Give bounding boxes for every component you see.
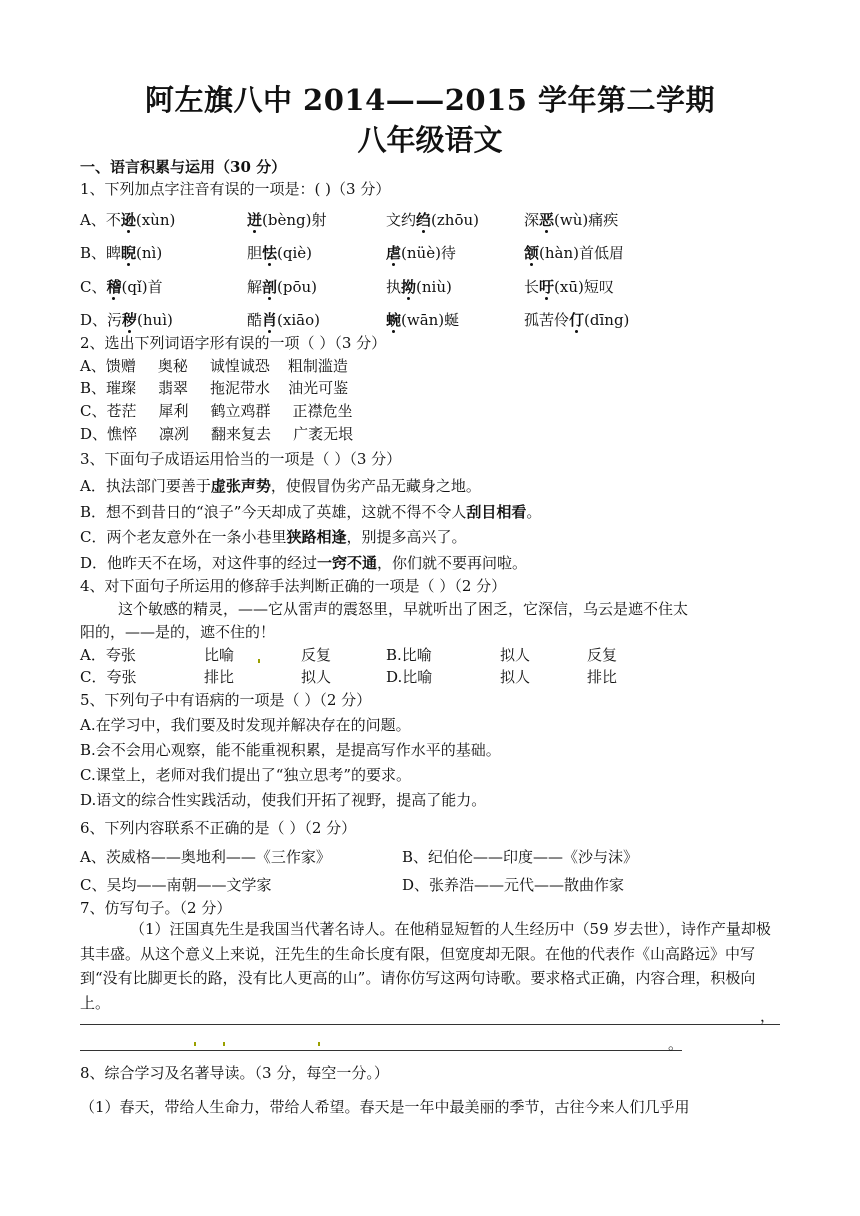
q2-option-a: A、馈赠 奥秘 诚惶诚恐 粗制滥造 [80, 357, 348, 375]
q8-text: （1）春天，带给人生命力，带给人希望。春天是一年中最美丽的季节，古往今来人们几乎用 [80, 1098, 690, 1116]
q7-answer-comma: ， [760, 1007, 776, 1025]
q5-option-d: D.语文的综合性实践活动，使我们开拓了视野，提高了能力。 [80, 791, 487, 809]
q6-option-d: D、张养浩——元代——散曲作家 [402, 876, 625, 894]
q7-answer-line-1 [80, 1024, 780, 1025]
q4-option-b: B.比喻 [386, 646, 432, 664]
q4-option-c: C．夸张 [80, 668, 137, 686]
q1-option-d: D、污秽(huì) [80, 311, 173, 329]
q1-option-c-word4: 长吁(xū)短叹 [524, 278, 614, 296]
q7-answer-period: 。 [668, 1035, 684, 1053]
q6-option-c: C、吴均——南朝——文学家 [80, 876, 272, 894]
q1-stem: 1、下列加点字注音有误的一项是：( )（3 分） [80, 180, 391, 198]
q1-option-d-word2: 酷肖(xiāo) [247, 311, 320, 329]
exam-subject: 八年级语文 [357, 123, 503, 157]
scan-speck [318, 1042, 320, 1046]
q4-option-a-item3: 反复 [301, 646, 332, 664]
q1-option-d-word3: 蜿(wān)蜒 [386, 311, 460, 329]
q6-option-b: B、纪伯伦——印度——《沙与沫》 [402, 848, 639, 866]
q5-option-b: B.会不会用心观察，能不能重视积累，是提高写作水平的基础。 [80, 741, 501, 759]
q1-option-b-word4: 颔(hàn)首低眉 [524, 244, 624, 262]
q1-option-a-word3: 文约绉(zhōu) [386, 211, 479, 229]
q3-stem: 3、下面句子成语运用恰当的一项是（ ）（3 分） [80, 450, 402, 468]
q5-option-a: A.在学习中，我们要及时发现并解决存在的问题。 [80, 716, 411, 734]
q7-stem: 7、仿写句子。（2 分） [80, 899, 232, 917]
scan-speck [194, 1042, 196, 1046]
q4-option-c-item2: 排比 [204, 668, 235, 686]
q2-option-c: C、苍茫 犀利 鹤立鸡群 正襟危坐 [80, 402, 353, 420]
q3-option-b: B．想不到昔日的“浪子”今天却成了英雄，这就不得不令人刮目相看。 [80, 503, 542, 521]
q4-stem: 4、对下面句子所运用的修辞手法判断正确的一项是（ ）（2 分） [80, 577, 507, 595]
q1-option-d-word4: 孤苦伶仃(dīng) [524, 311, 630, 329]
q1-option-b: B、睥睨(nì) [80, 244, 163, 262]
q6-option-a: A、茨威格——奥地利——《三作家》 [80, 848, 331, 866]
q4-option-d-item2: 拟人 [500, 668, 531, 686]
q1-option-b-word3: 虐(nüè)待 [386, 244, 456, 262]
q4-option-c-item3: 拟人 [301, 668, 332, 686]
q4-option-d-item3: 排比 [587, 668, 618, 686]
q5-option-c: C.课堂上，老师对我们提出了“独立思考”的要求。 [80, 766, 412, 784]
scan-speck [223, 1042, 225, 1046]
q1-option-c: C、稽(qǐ)首 [80, 278, 163, 296]
q1-option-a-word4: 深恶(wù)痛疾 [524, 211, 619, 229]
scan-speck [258, 659, 260, 663]
q4-option-b-item2: 拟人 [500, 646, 531, 664]
q1-option-a: A、不逊(xùn) [80, 211, 176, 229]
exam-title: 阿左旗八中 2014——2015 学年第二学期 [144, 83, 716, 117]
q1-option-c-word3: 执拗(niù) [386, 278, 452, 296]
q4-option-a: A．夸张 [80, 646, 136, 664]
q2-stem: 2、选出下列词语字形有误的一项（ ）（3 分） [80, 334, 387, 352]
q7-paragraph: （1）汪国真先生是我国当代著名诗人。在他稍显短暂的人生经历中（59 岁去世），诗作产量却极其丰盛。从这个意义上来说，汪先生的生命长度有限，但宽度却无限。在他的代表作《山高路远》中写到“没有比脚更长的路，没有比人更高的山”。请你仿写这两句诗歌。要求格式正确，内容合理，积极向上。 [80, 920, 771, 1012]
q3-option-d: D．他昨天不在场，对这件事的经过一窍不通，你们就不要再问啦。 [80, 554, 528, 572]
q1-option-b-word2: 胆怯(qiè) [247, 244, 313, 262]
q5-stem: 5、下列句子中有语病的一项是（ ）（2 分） [80, 691, 372, 709]
q6-stem: 6、下列内容联系不正确的是（ ）（2 分） [80, 819, 357, 837]
q4-option-a-item2: 比喻 [204, 646, 235, 664]
q1-option-a-word2: 迸(bèng)射 [247, 211, 327, 229]
q7-answer-line-2 [80, 1050, 682, 1051]
section-heading: 一、语言积累与运用（30 分） [80, 158, 287, 176]
q8-stem: 8、综合学习及名著导读。（3 分，每空一分。） [80, 1064, 389, 1082]
q3-option-c: C．两个老友意外在一条小巷里狭路相逢，别提多高兴了。 [80, 528, 467, 546]
q4-passage-line2: 阳的，——是的，遮不住的！ [80, 623, 276, 641]
q2-option-b: B、璀璨 翡翠 拖泥带水 油光可鉴 [80, 379, 349, 397]
q4-option-b-item3: 反复 [587, 646, 618, 664]
q4-passage-line1: 这个敏感的精灵，——它从雷声的震怒里，早就听出了困乏，它深信，乌云是遮不住太 [118, 600, 689, 618]
q4-option-d: D.比喻 [386, 668, 433, 686]
q1-option-c-word2: 解剖(pōu) [247, 278, 318, 296]
q3-option-a: A．执法部门要善于虚张声势，使假冒伪劣产品无藏身之地。 [80, 477, 481, 495]
q2-option-d: D、憔悴 凛冽 翻来复去 广袤无垠 [80, 425, 354, 443]
